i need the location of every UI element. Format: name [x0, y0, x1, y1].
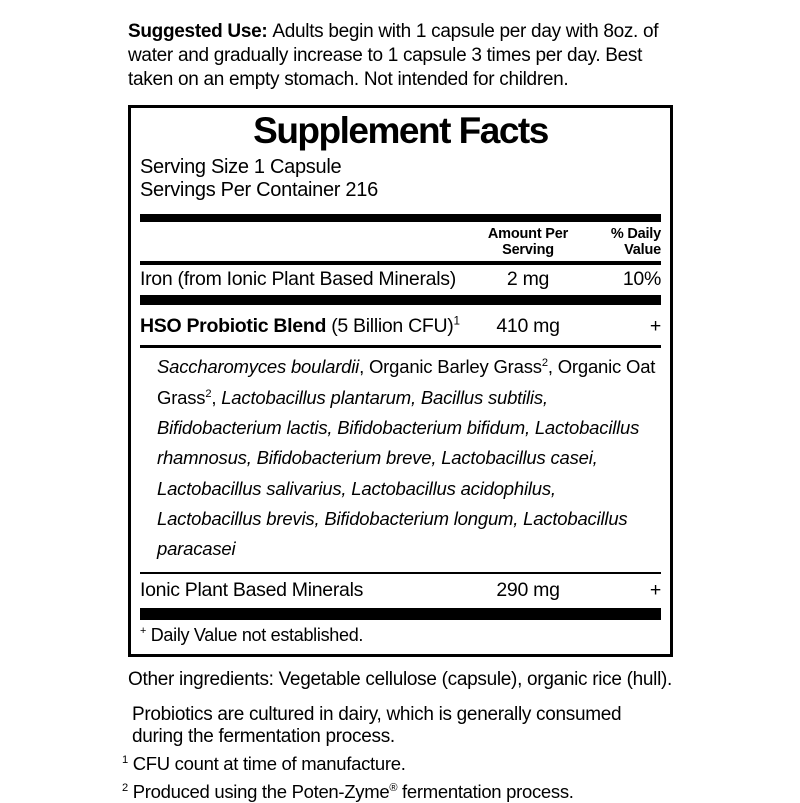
divider-thick-top [140, 214, 661, 222]
column-header-amount-per-serving: Amount Per Serving [487, 225, 569, 259]
nutrient-name-hso-blend: HSO Probiotic Blend (5 Billion CFU)$^1$ [140, 314, 460, 338]
table-header-row [140, 222, 661, 261]
nutrient-dv-hso-blend: + [649, 315, 661, 338]
nutrient-amount-minerals: 290 mg [496, 579, 560, 602]
daily-value-footnote: + Daily Value not established. [140, 625, 364, 646]
panel-title: Supplement Facts [253, 109, 548, 151]
nutrient-amount-iron: 2 mg [506, 268, 550, 291]
suggested-use-text: Suggested Use: Adults begin with 1 capsule per day with 8oz. of water and gradually increase to 1 capsule 3 times per day. Best taken on an empty stomach. Not intended for children. [128, 21, 659, 90]
servings-per-container-text: Servings Per Container 216 [140, 179, 378, 202]
table-row-iron [140, 265, 661, 295]
other-ingredients-text: Other ingredients: Vegetable cellulose (capsule), organic rice (hull). [128, 669, 673, 691]
divider-thick-bottom [140, 608, 661, 620]
nutrient-name-minerals: Ionic Plant Based Minerals [140, 579, 364, 602]
column-header-spacer [140, 226, 473, 258]
nutrient-dv-minerals: + [649, 579, 661, 602]
divider-thick-under-iron [140, 295, 661, 305]
nutrient-amount-hso-blend: 410 mg [496, 315, 560, 338]
footer-notes [122, 669, 676, 803]
table-row-hso-blend [140, 305, 661, 345]
blend-ingredient-list: Saccharomyces boulardii, Organic Barley Grass$^2$, Organic Oat Grass$^2$, Lactobacillus plantarum, Bacillus subtilis, Bifidobacterium lactis, Bifidobacterium bifidum, Lactobacillus rhamnosus, Bifidobacterium breve, Lactobacillus casei, Lactobacillus salivarius, Lactobacillus acidophilus, Lactobacillus brevis, Bifidobacterium longum, Lactobacillus paracasei [157, 356, 656, 560]
nutrient-dv-iron: 10% [622, 268, 661, 291]
footnote-cfu-count: $^1$ CFU count at time of manufacture. [122, 753, 406, 775]
dairy-culture-note: Probiotics are cultured in dairy, which is generally consumed during the fermentation process. [132, 704, 622, 748]
nutrient-name-iron: Iron (from Ionic Plant Based Minerals) [140, 268, 456, 291]
footnote-poten-zyme: $^2$ Produced using the Poten-Zyme® fermentation process. [122, 780, 574, 802]
serving-size-text: Serving Size 1 Capsule [140, 155, 342, 178]
column-header-daily-value: % Daily Value [610, 225, 661, 259]
supplement-facts-panel [128, 105, 673, 657]
table-row-minerals [140, 574, 661, 608]
